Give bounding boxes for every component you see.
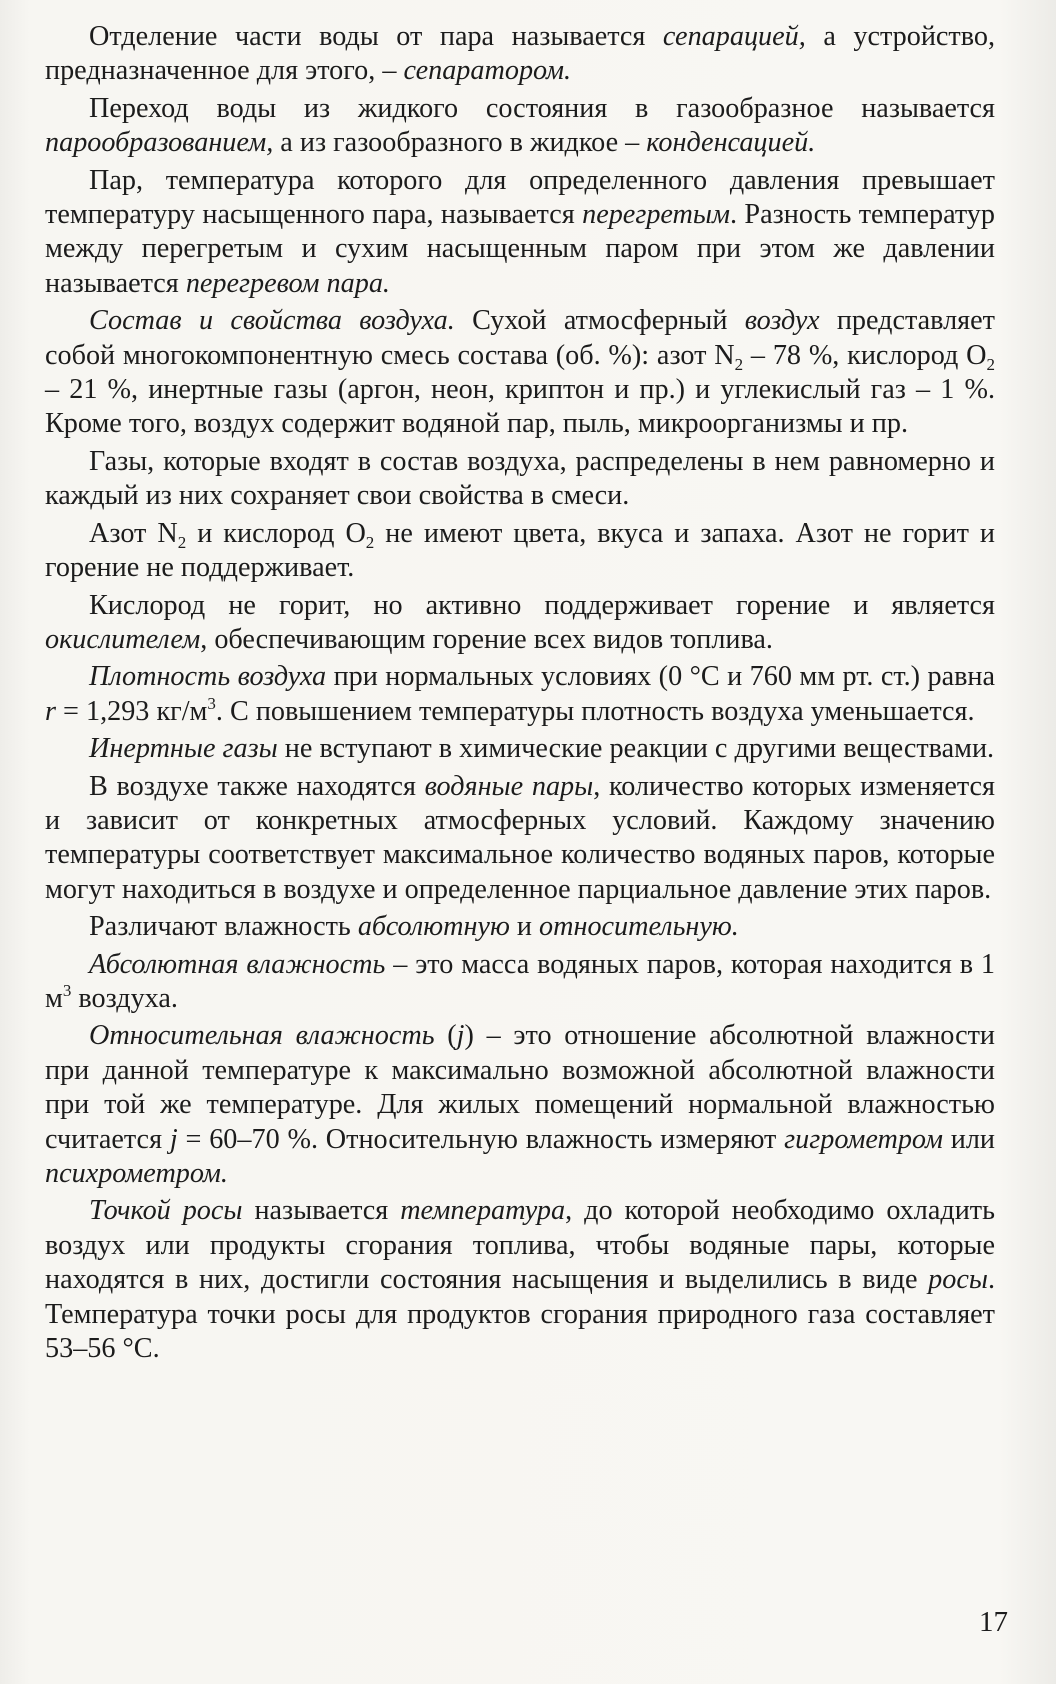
body-text xyxy=(45,20,995,1369)
text-run: – 78 %, кислород O xyxy=(743,339,987,371)
paragraph-absolute-humidity xyxy=(45,948,995,1017)
italic-term: j xyxy=(456,1020,465,1052)
italic-term: сепарацией, xyxy=(662,21,806,52)
subscript: 2 xyxy=(365,532,375,552)
text-run: Различают влажность xyxy=(89,911,358,943)
subscript: 2 xyxy=(734,354,744,374)
paragraph-separation xyxy=(45,20,995,89)
text-run: , до которой необходимо охладить воздух или продукты сгорания топлива, чтобы водяные пары, которые находятся в них, достигли состояния насыщения и выделились в виде xyxy=(45,1195,995,1296)
text-run: Сухой атмосферный xyxy=(454,305,745,337)
paragraph-humidity-types xyxy=(45,910,995,944)
text-run: , обеспечивающим горение всех видов топлива. xyxy=(200,623,773,655)
italic-term: Плотность воздуха xyxy=(89,661,327,693)
paragraph-air-density xyxy=(45,660,995,729)
italic-term: Состав и свойства воздуха. xyxy=(89,305,455,337)
text-run: Отделение части воды от пара называется xyxy=(89,21,663,52)
text-run: представляет собой многокомпонентную смесь состава (об. %): азот N xyxy=(45,305,995,371)
italic-term: сепаратором. xyxy=(403,55,572,87)
italic-term: j xyxy=(169,1123,178,1155)
text-run: называется xyxy=(242,1195,401,1227)
text-run: воздуха. xyxy=(71,982,178,1014)
text-run: Газы, которые входят в состав воздуха, распределены в нем равномерно и каждый из них сохраняет свои свойства в смеси. xyxy=(45,445,995,512)
text-run: . С повышением температуры плотность воздуха уменьшается. xyxy=(215,695,975,727)
italic-term: воздух xyxy=(744,305,820,337)
italic-term: Точкой росы xyxy=(89,1195,243,1227)
italic-term: температура xyxy=(400,1195,566,1227)
text-run: = 1,293 кг/м xyxy=(55,695,208,727)
text-run: В воздухе также находятся xyxy=(89,770,425,802)
italic-term: конденсацией. xyxy=(646,127,816,159)
text-run: ) – это отношение абсолютной влажности при данной температуре к максимально возможной абсолютной влажности при той же температуре. Для жилых помещений нормальной влажностью считается xyxy=(45,1020,995,1155)
text-run: или xyxy=(942,1123,995,1155)
text-run: при нормальных условиях (0 °С и 760 мм рт. ст.) равна xyxy=(326,661,996,693)
paragraph-air-composition xyxy=(45,304,995,442)
italic-term: росы xyxy=(928,1264,988,1296)
italic-term: относительную. xyxy=(539,911,739,943)
italic-term: r xyxy=(45,695,56,727)
italic-term: парообразованием, xyxy=(45,127,274,159)
italic-term: абсолютную xyxy=(357,911,510,943)
text-run: – это масса водяных паров, которая находится в 1 м xyxy=(45,948,996,1014)
paragraph-oxygen-oxidizer xyxy=(45,589,995,658)
subscript: 2 xyxy=(177,532,187,552)
paragraph-nitrogen-oxygen xyxy=(45,517,995,586)
paragraph-inert-gases xyxy=(45,732,995,766)
text-run: ( xyxy=(434,1020,457,1052)
text-run: а из газообразного в жидкое – xyxy=(273,127,647,159)
paragraph-vaporization xyxy=(45,92,995,161)
text-run: и xyxy=(509,911,540,943)
paragraph-relative-humidity xyxy=(45,1019,995,1191)
text-run: = 60–70 %. Относительную влажность измеряют xyxy=(177,1123,785,1155)
text-run: – 21 %, инертные газы (аргон, неон, криптон и пр.) и углекислый газ – 1 %. Кроме того, воздух содержит водяной пар, пыль, микроорганизмы и пр. xyxy=(45,374,995,440)
italic-term: перегревом пара. xyxy=(185,267,390,299)
text-run: Кислород не горит, но активно поддерживает горение и является xyxy=(89,589,995,621)
text-run: Пар, температура которого для определенного давления превышает температуру насыщенного пара, называется xyxy=(45,164,995,231)
italic-term: водяные пары xyxy=(424,770,594,802)
text-run: . Температура точки росы для продуктов сгорания природного газа составляет 53–56 °С. xyxy=(45,1264,995,1365)
page-number: 17 xyxy=(979,1606,1008,1638)
text-run: Азот N xyxy=(89,517,178,549)
text-run: и кислород O xyxy=(186,517,366,549)
italic-term: психрометром. xyxy=(45,1158,228,1189)
italic-term: гигрометром xyxy=(784,1123,943,1155)
paragraph-superheated-steam xyxy=(45,164,995,302)
italic-term: перегретым xyxy=(582,199,730,231)
text-run: , количество которых изменяется и зависит от конкретных атмосферных условий. Каждому значению температуры соответствует максимальное количество водяных паров, которые могут находиться в воздухе и определенное парциальное давление этих паров. xyxy=(45,770,995,905)
text-run: . Разность температур между перегретым и сухим насыщенным паром при этом же давлении называется xyxy=(45,199,995,299)
superscript: 3 xyxy=(207,693,216,713)
italic-term: Инертные газы xyxy=(89,733,278,765)
paragraph-dew-point xyxy=(45,1194,995,1366)
text-run: Переход воды из жидкого состояния в газообразное называется xyxy=(89,92,995,124)
text-run: не имеют цвета, вкуса и запаха. Азот не горит и горение не поддерживает. xyxy=(45,517,995,584)
text-run: а устройство, предназначенное для этого, – xyxy=(45,21,996,87)
subscript: 2 xyxy=(986,354,995,374)
text-run: не вступают в химические реакции с другими веществами. xyxy=(277,733,995,765)
paragraph-water-vapor xyxy=(45,770,995,908)
italic-term: Относительная влажность xyxy=(89,1020,435,1052)
superscript: 3 xyxy=(62,980,72,1000)
paragraph-gases-distribution xyxy=(45,445,995,514)
italic-term: окислителем xyxy=(45,623,201,655)
italic-term: Абсолютная влажность xyxy=(89,948,386,980)
